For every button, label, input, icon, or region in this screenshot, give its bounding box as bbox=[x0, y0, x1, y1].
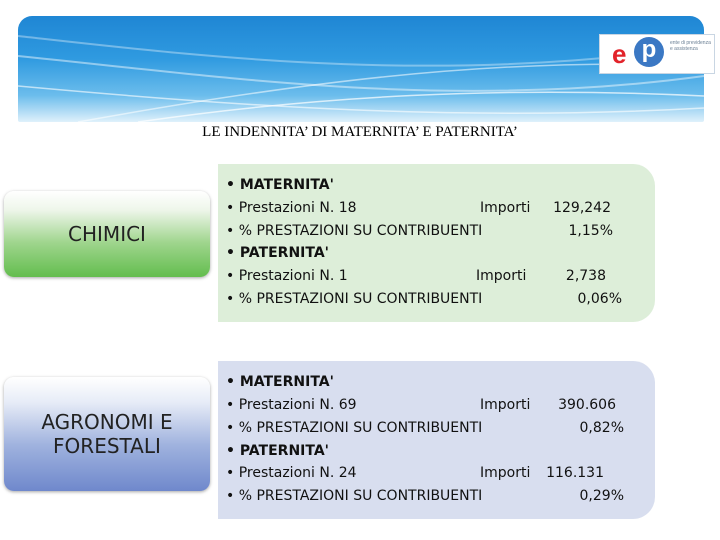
logo-circle-mark: p bbox=[634, 37, 664, 67]
agro-maternita-percent-value: 0,82% bbox=[579, 420, 624, 436]
agro-paternita-heading: • PATERNITA' bbox=[226, 443, 329, 459]
category-label bbox=[41, 410, 172, 458]
chimici-maternita-heading: • MATERNITA' bbox=[226, 177, 334, 193]
agro-maternita-importo: 390.606 bbox=[558, 397, 616, 413]
agro-maternita-percent-label: • % PRESTAZIONI SU CONTRIBUENTI bbox=[226, 420, 483, 436]
logo-tagline: ente di previdenza e assistenza bbox=[670, 40, 711, 52]
agro-paternita-prestazioni: • Prestazioni N. 24 bbox=[226, 465, 357, 481]
chimici-maternita-importo: 129,242 bbox=[553, 200, 611, 216]
category-agronomi-forestali bbox=[4, 377, 210, 491]
agro-maternita-prestazioni: • Prestazioni N. 69 bbox=[226, 397, 357, 413]
chimici-maternita-percent-label: • % PRESTAZIONI SU CONTRIBUENTI bbox=[226, 223, 483, 239]
agro-maternita-heading: • MATERNITA' bbox=[226, 374, 334, 390]
agro-paternita-importo: 116.131 bbox=[546, 465, 604, 481]
category-label-line2: FORESTALI bbox=[53, 434, 161, 458]
agro-paternita-percent-label: • % PRESTAZIONI SU CONTRIBUENTI bbox=[226, 488, 483, 504]
chimici-paternita-importo: 2,738 bbox=[565, 268, 606, 284]
chimici-maternita-prestazioni: • Prestazioni N. 18 bbox=[226, 200, 357, 216]
agro-paternita-percent-value: 0,29% bbox=[579, 488, 624, 504]
chimici-paternita-prestazioni: • Prestazioni N. 1 bbox=[226, 268, 348, 284]
chimici-paternita-heading: • PATERNITA' bbox=[226, 245, 329, 261]
page-title: LE INDENNITA’ DI MATERNITA’ E PATERNITA’ bbox=[202, 124, 518, 140]
importi-label: Importi bbox=[480, 200, 531, 216]
chimici-paternita-percent-label: • % PRESTAZIONI SU CONTRIBUENTI bbox=[226, 291, 483, 307]
category-label: CHIMICI bbox=[68, 222, 146, 246]
importi-label: Importi bbox=[480, 397, 531, 413]
importi-label: Importi bbox=[480, 465, 531, 481]
logo-letter-e: e bbox=[612, 39, 626, 69]
chimici-paternita-percent-value: 0,06% bbox=[577, 291, 622, 307]
category-chimici bbox=[4, 191, 210, 277]
importi-label: Importi bbox=[476, 268, 527, 284]
epap-logo bbox=[599, 34, 715, 74]
category-label-line1: AGRONOMI E bbox=[41, 410, 173, 434]
chimici-maternita-percent-value: 1,15% bbox=[568, 223, 613, 239]
header-banner bbox=[18, 16, 711, 122]
